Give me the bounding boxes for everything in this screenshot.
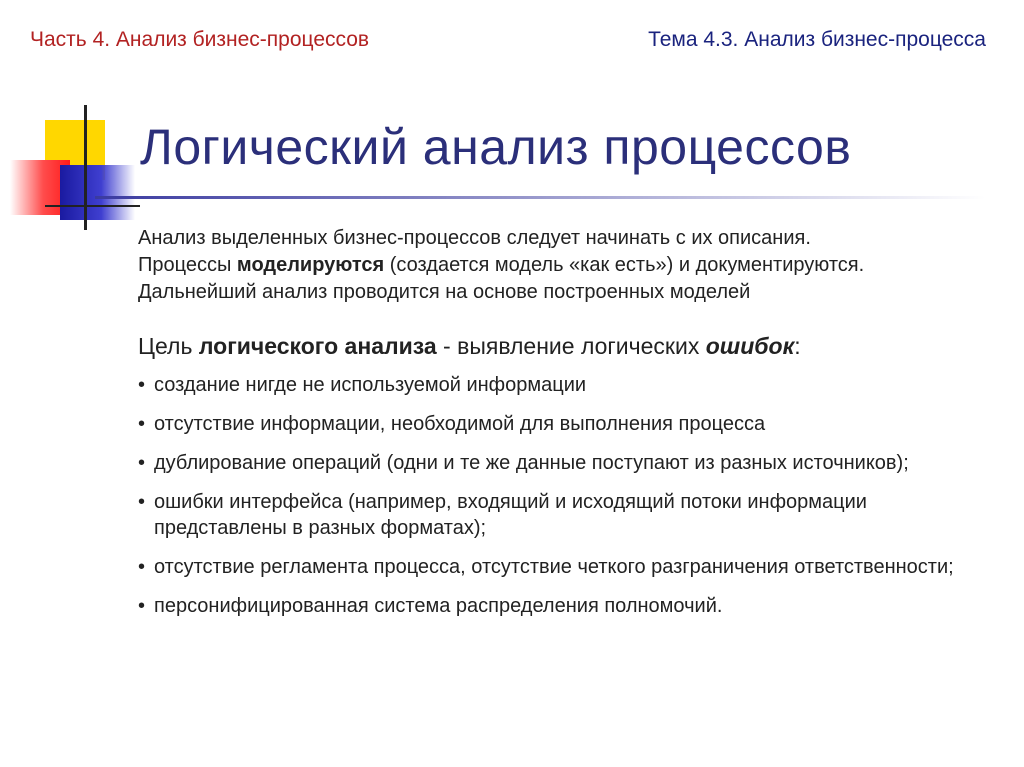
intro-line-2 [138,252,998,279]
list-item: • создание нигде не используемой информации [138,372,998,398]
intro-paragraph [138,225,998,306]
header-topic-title: Тема 4.3. Анализ бизнес-процесса [648,28,986,51]
list-item: • персонифицированная система распределения полномочий. [138,593,998,619]
intro-line-2-pre: Процессы [138,254,237,276]
goal-bold: логического анализа [198,333,437,359]
goal-statement [138,333,801,360]
list-item: • отсутствие регламента процесса, отсутствие четкого разграничения ответственности; [138,554,998,580]
list-item: • дублирование операций (одни и те же данные поступают из разных источников); [138,450,998,476]
goal-pre: Цель [138,333,199,359]
goal-italic: ошибок [705,333,795,359]
horizontal-line [45,205,140,207]
intro-line-2-post: (создается модель «как есть») и документируются. [384,254,865,276]
header-part-title: Часть 4. Анализ бизнес-процессов [30,28,370,51]
vertical-line [84,105,87,230]
blue-square [60,165,135,220]
list-item: • отсутствие информации, необходимой для выполнения процесса [138,411,998,437]
error-list [138,372,998,632]
goal-post: : [794,333,801,359]
goal-mid: - выявление логических [436,333,706,359]
decorative-logo [0,105,140,235]
intro-line-1: Анализ выделенных бизнес-процессов следует начинать с их описания. [138,227,811,249]
list-item: • ошибки интерфейса (например, входящий и исходящий потоки информации представлены в разных форматах); [138,489,998,541]
intro-line-2-bold: моделируются [236,254,385,276]
intro-line-3: Дальнейший анализ проводится на основе построенных моделей [138,281,751,303]
title-underline [95,196,985,199]
slide-title: Логический анализ процессов [140,119,852,175]
